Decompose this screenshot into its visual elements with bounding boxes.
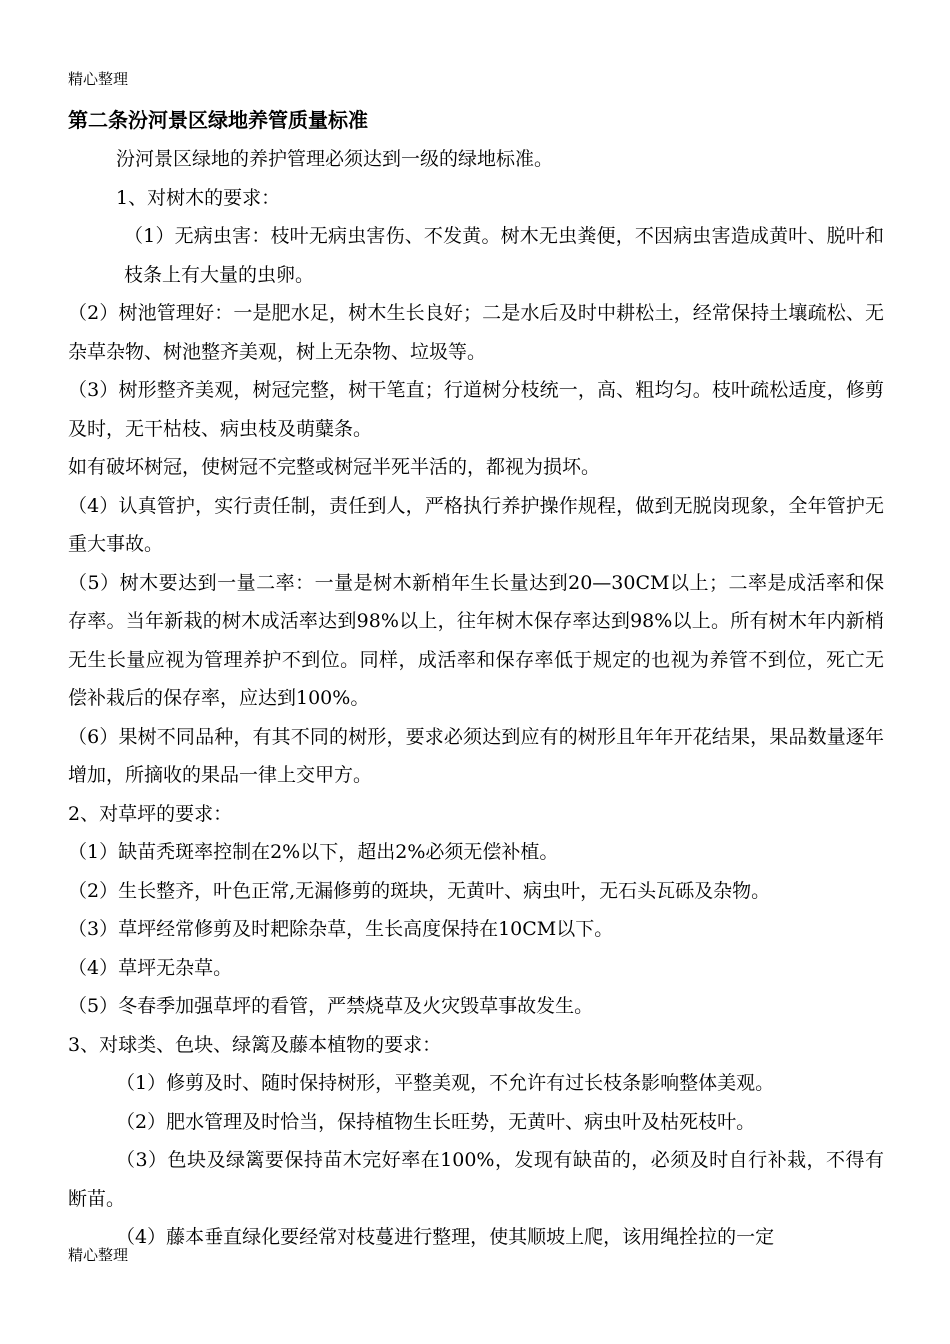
paragraph: （1）缺苗秃斑率控制在2%以下，超出2%必须无偿补植。 [68,841,559,863]
paragraph: 如有破坏树冠，使树冠不完整或树冠半死半活的，都视为损坏。 [68,456,601,478]
heading-trees: 1、对树木的要求： [116,186,281,209]
paragraph: （1）无病虫害：枝叶无病虫害伤、不发黄。树木无虫粪便，不因病虫害造成黄叶、脱叶和枝条上有大量的虫卵。 [124,225,884,286]
heading-shrubs: 3、对球类、色块、绿篱及藤本植物的要求： [68,1033,442,1056]
body-text [68,140,884,1257]
paragraph: （5）冬春季加强草坪的看管，严禁烧草及火灾毁草事故发生。 [68,995,594,1017]
section-title: 第二条汾河景区绿地养管质量标准 [68,108,368,132]
paragraph: （4）藤本垂直绿化要经常对枝蔓进行整理，使其顺坡上爬，该用绳拴拉的一定 [116,1226,775,1248]
paragraph: 汾河景区绿地的养护管理必须达到一级的绿地标准。 [116,148,554,170]
paragraph: （4）认真管护，实行责任制，责任到人，严格执行养护操作规程，做到无脱岗现象，全年管护无重大事故。 [68,494,884,555]
paragraph: （2）生长整齐，叶色正常,无漏修剪的斑块，无黄叶、病虫叶，无石头瓦砾及杂物。 [68,879,771,902]
paragraph: （2）肥水管理及时恰当，保持植物生长旺势，无黄叶、病虫叶及枯死枝叶。 [116,1110,756,1133]
paragraph: （4）草坪无杂草。 [68,956,233,979]
paragraph: （2）树池管理好：一是肥水足，树木生长良好；二是水后及时中耕松土，经常保持土壤疏松、无杂草杂物、树池整齐美观，树上无杂物、垃圾等。 [68,302,884,363]
heading-lawn: 2、对草坪的要求： [68,802,233,825]
paragraph: （5）树木要达到一量二率：一量是树木新梢年生长量达到20—30CM以上；二率是成活率和保存率。当年新栽的树木成活率达到98%以上，往年树木保存率达到98%以上。所有树木年内新梢无生长量应视为管理养护不到位。同样，成活率和保存率低于规定的也视为养管不到位，死亡无偿补栽后的保存率，应达到100%。 [68,571,884,709]
paragraph: （3）色块及绿篱要保持苗木完好率在100%，发现有缺苗的，必须及时自行补栽，不得有断苗。 [68,1149,884,1210]
page-header: 精心整理 [68,70,129,88]
page-footer: 精心整理 [68,1246,129,1264]
paragraph: （1）修剪及时、随时保持树形，平整美观，不允许有过长枝条影响整体美观。 [116,1072,775,1094]
paragraph: （3）树形整齐美观，树冠完整，树干笔直；行道树分枝统一，高、粗均匀。枝叶疏松适度，修剪及时，无干枯枝、病虫枝及萌糵条。 [68,379,884,440]
paragraph: （6）果树不同品种，有其不同的树形，要求必须达到应有的树形且年年开花结果，果品数量逐年增加，所摘收的果品一律上交甲方。 [68,725,884,786]
paragraph: （3）草坪经常修剪及时耙除杂草，生长高度保持在10CM以下。 [68,918,614,940]
